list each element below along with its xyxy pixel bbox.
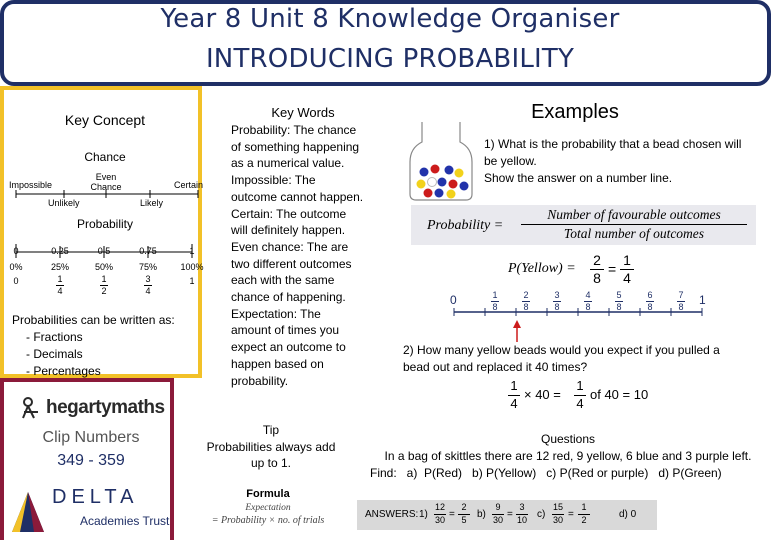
answer-c-frac-den: 30 xyxy=(552,515,563,525)
bead-blue-1 xyxy=(420,168,429,177)
number-line-frac-den: 8 xyxy=(492,302,498,312)
answer-a-label: 1) xyxy=(419,509,428,520)
number-line-frac-num: 7 xyxy=(678,290,684,300)
number-line-frac-den: 8 xyxy=(554,302,560,312)
bead-blue-5 xyxy=(435,189,444,198)
probability-decimal: 0 xyxy=(13,246,19,256)
example-1-question xyxy=(484,136,770,187)
calc-of-40: of 40 = 10 xyxy=(590,387,649,402)
formula-fraction-bar xyxy=(521,224,747,225)
answer-arrow-head xyxy=(513,320,521,328)
bead-blue-3 xyxy=(438,178,447,187)
tip-line-2: up to 1. xyxy=(250,456,292,470)
probability-fraction-num: 1 xyxy=(57,274,63,284)
bead-jar-illustration xyxy=(408,118,474,202)
bead-red-2 xyxy=(449,180,458,189)
number-line-frac-den: 8 xyxy=(647,302,653,312)
chance-scale xyxy=(8,168,206,210)
key-words-line: two different outcomes xyxy=(231,256,352,271)
p-yellow-eq: = xyxy=(608,261,617,277)
answer-c-frac2-num: 1 xyxy=(581,502,587,512)
clip-numbers-value: 349 - 359 xyxy=(57,452,125,469)
hegarty-brand: hegartymaths xyxy=(46,397,165,418)
example-2-line-1: 2) How many yellow beads would you expect if you pulled a xyxy=(403,343,720,357)
example-2-question xyxy=(403,342,773,376)
p-yellow-left: P(Yellow) = xyxy=(508,261,576,276)
probability-fraction-num: 1 xyxy=(101,274,107,284)
probability-decimal: 1 xyxy=(189,246,195,256)
formula-numerator: Number of favourable outcomes xyxy=(547,207,721,222)
number-line-frac-den: 8 xyxy=(523,302,529,312)
key-words-line: Certain: The outcome xyxy=(231,206,347,221)
probability-fraction-den: 2 xyxy=(101,286,107,296)
bead-yellow-2 xyxy=(417,180,426,189)
scale-likely: Likely xyxy=(140,198,164,208)
number-line-frac-num: 4 xyxy=(585,290,591,300)
number-line-frac-num: 5 xyxy=(616,290,622,300)
calc-f1-den: 4 xyxy=(510,396,518,411)
answer-c-label: c) xyxy=(537,509,546,520)
probability-fraction: 1 xyxy=(189,276,195,286)
key-words-line: outcome cannot happen. xyxy=(231,189,364,204)
page-subtitle: INTRODUCING PROBABILITY xyxy=(205,44,575,74)
bead-white-1 xyxy=(428,178,437,187)
delta-sub: Academies Trust xyxy=(80,514,170,528)
calc-f2-den: 4 xyxy=(576,396,584,411)
questions-line-2: Find: a) P(Red) b) P(Yellow) c) P(Red or purple) d) P(Green) xyxy=(370,466,722,480)
scale-unlikely: Unlikely xyxy=(48,198,80,208)
p-yellow-frac2-num: 1 xyxy=(623,252,631,268)
bead-red-3 xyxy=(424,189,433,198)
page-title: Year 8 Unit 8 Knowledge Organiser xyxy=(160,4,620,34)
answer-b-frac2-num: 3 xyxy=(519,502,525,512)
probability-percentage: 100% xyxy=(180,262,204,272)
tip-heading: Tip xyxy=(262,423,280,437)
answers-label: ANSWERS: xyxy=(365,509,419,520)
number-line-eighths xyxy=(440,290,730,345)
written-as-fractions: - Fractions xyxy=(26,330,83,344)
probability-fraction-num: 3 xyxy=(145,274,151,284)
number-line-frac-num: 2 xyxy=(523,290,529,300)
calc-f1-num: 1 xyxy=(510,378,518,393)
clip-numbers-label: Clip Numbers xyxy=(42,429,140,446)
key-words-line: will definitely happen. xyxy=(231,223,346,238)
bead-yellow-3 xyxy=(447,190,456,199)
probability-fraction: 0 xyxy=(13,276,19,286)
p-yellow-calculation xyxy=(508,252,648,288)
key-words-line: as a numerical value. xyxy=(231,156,345,171)
formula-left: Probability = xyxy=(427,218,504,233)
key-words-line: Probability: The chance xyxy=(231,123,357,137)
probability-percentage: 75% xyxy=(138,262,157,272)
probability-percentage: 0% xyxy=(9,262,23,272)
answer-b-eq: = xyxy=(507,509,513,520)
chance-label: Chance xyxy=(84,150,126,164)
calc-times-40: × 40 = xyxy=(524,387,561,402)
questions-heading: Questions xyxy=(540,432,596,446)
key-words-line: Expectation: The xyxy=(231,306,321,321)
scale-certain: Certain xyxy=(174,180,204,190)
example-2-line-2: bead out and replaced it 40 times? xyxy=(403,360,588,374)
bead-blue-4 xyxy=(460,182,469,191)
scale-chance: Chance xyxy=(90,182,122,192)
chance-scale-line xyxy=(8,168,206,210)
answer-b-frac-den: 30 xyxy=(492,515,503,525)
number-line-frac-num: 1 xyxy=(492,290,498,300)
example-2-calculation xyxy=(508,376,668,412)
formula-denominator: Total number of outcomes xyxy=(563,226,705,241)
example-1-line-1: 1) What is the probability that a bead chosen will xyxy=(484,137,742,151)
probability-scale xyxy=(8,238,206,300)
answers-bar xyxy=(357,500,657,530)
key-words-line: Impossible: The xyxy=(231,173,316,188)
answer-a-frac2-num: 2 xyxy=(461,502,467,512)
calc-f2-num: 1 xyxy=(576,378,584,393)
title-banner xyxy=(0,0,771,86)
probability-percentage: 25% xyxy=(50,262,69,272)
delta-logo-icon xyxy=(8,488,48,534)
questions-line-1: In a bag of skittles there are 12 red, 9 yellow, 6 blue and 3 purple left. xyxy=(384,449,752,463)
probability-fraction-den: 4 xyxy=(145,286,151,296)
bead-yellow-1 xyxy=(455,169,464,178)
tip-text xyxy=(195,439,347,471)
scale-even: Even xyxy=(95,172,117,182)
key-words-line: amount of times you xyxy=(231,323,340,338)
examples-heading: Examples xyxy=(531,101,619,123)
key-words-text xyxy=(231,122,387,389)
hegarty-logo-icon xyxy=(20,396,46,422)
written-as-decimals: - Decimals xyxy=(26,347,83,361)
answer-b-frac-num: 9 xyxy=(495,502,501,512)
answer-d: d) 0 xyxy=(619,509,637,520)
answer-b-frac2-den: 10 xyxy=(516,515,527,525)
p-yellow-frac1-den: 8 xyxy=(593,270,601,286)
number-line-frac-num: 6 xyxy=(647,290,653,300)
formula-expression: = Probability × no. of trials xyxy=(211,515,325,526)
written-as-percentages: - Percentages xyxy=(26,364,101,378)
key-words-line: expect an outcome to xyxy=(231,340,346,355)
probability-fraction-den: 4 xyxy=(57,286,63,296)
formula-expectation: Expectation xyxy=(245,503,291,513)
formula-heading: Formula xyxy=(246,488,290,500)
key-words-line: happen based on xyxy=(231,356,324,371)
number-line-frac-den: 8 xyxy=(616,302,622,312)
key-words-line: chance of happening. xyxy=(231,290,346,305)
key-words-line: probability. xyxy=(231,373,289,388)
key-words-line: each with the same xyxy=(231,273,335,288)
bead-blue-2 xyxy=(445,166,454,175)
answer-b-label: b) xyxy=(477,509,486,520)
example-1-line-3: Show the answer on a number line. xyxy=(484,171,673,185)
number-line-frac-num: 3 xyxy=(554,290,560,300)
probability-decimal: 0.75 xyxy=(139,246,157,256)
key-words-line: of something happening xyxy=(231,139,360,154)
written-as-intro: Probabilities can be written as: xyxy=(12,313,175,327)
number-line-frac-den: 8 xyxy=(585,302,591,312)
p-yellow-frac1-num: 2 xyxy=(593,252,601,268)
answer-c-eq: = xyxy=(568,509,574,520)
number-line-start: 0 xyxy=(450,293,457,307)
key-concept-heading: Key Concept xyxy=(64,112,146,128)
written-as-list xyxy=(12,312,202,380)
number-line-end: 1 xyxy=(699,293,706,307)
probability-label: Probability xyxy=(76,217,134,231)
delta-brand: DELTA xyxy=(52,486,139,508)
key-words-line: Even chance: The are xyxy=(231,239,349,254)
probability-decimal: 0.25 xyxy=(51,246,69,256)
tip-line-1: Probabilities always add xyxy=(206,440,336,454)
p-yellow-frac2-den: 4 xyxy=(623,270,631,286)
answer-a-frac2-den: 5 xyxy=(461,515,467,525)
scale-impossible: Impossible xyxy=(9,180,53,190)
probability-percentage: 50% xyxy=(94,262,113,272)
answer-c-frac2-den: 2 xyxy=(581,515,587,525)
answer-a-eq: = xyxy=(449,509,455,520)
answer-a-frac-num: 12 xyxy=(434,502,445,512)
key-words-heading: Key Words xyxy=(271,105,335,120)
probability-formula-block xyxy=(411,205,756,245)
probability-decimal: 0.5 xyxy=(97,246,111,256)
answer-c-frac-num: 15 xyxy=(552,502,563,512)
bead-red-1 xyxy=(431,165,440,174)
example-1-line-2: be yellow. xyxy=(484,154,537,168)
number-line-frac-den: 8 xyxy=(678,302,684,312)
answer-a-frac-den: 30 xyxy=(434,515,445,525)
